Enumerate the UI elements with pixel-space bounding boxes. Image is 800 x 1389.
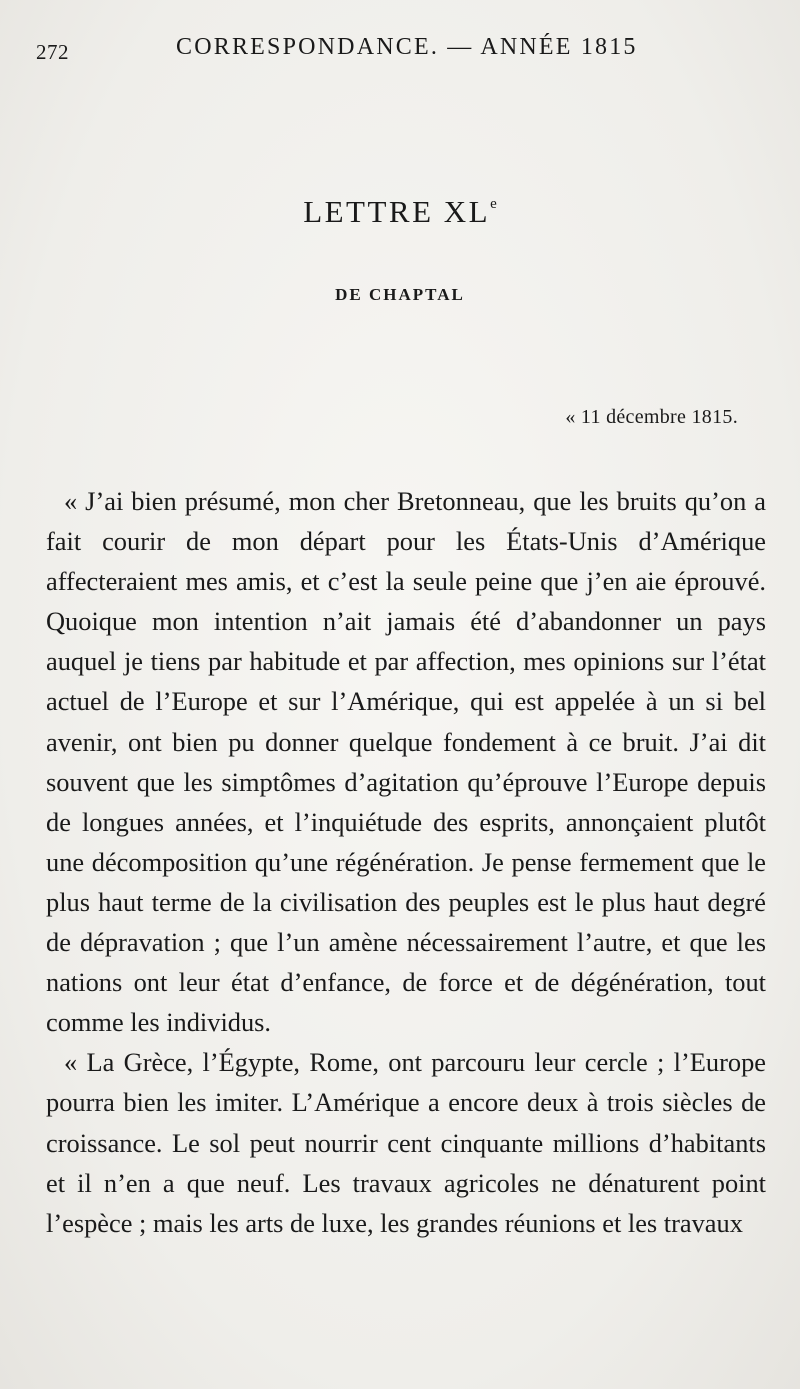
paragraph: « La Grèce, l’Égypte, Rome, ont parcouru leur cercle ; l’Europe pourra bien les imiter. L’Amérique a encore deux à trois siècles de croissance. Le sol peut nourrir cent cinquante millions d’habitants et il n’en a que neuf. Les travaux agricoles ne dénaturent point l’espèce ; mais les arts de luxe, les grandes réunions et les travaux bbox=[46, 1047, 766, 1238]
letter-title bbox=[0, 194, 800, 230]
letter-author: DE CHAPTAL bbox=[335, 285, 465, 304]
letter-title-superscript: e bbox=[490, 196, 497, 212]
page-number: 272 bbox=[36, 40, 69, 64]
paragraph: « J’ai bien présumé, mon cher Bretonneau, que les bruits qu’on a fait courir de mon départ pour les États-Unis d’Amérique affecteraient mes amis, et c’est la seule peine que j’en aie éprouvé. Quoique mon intention n’ait jamais été d’abandonner un pays auquel je tiens par habitude et par affection, mes opinions sur l’état actuel de l’Europe et sur l’Amérique, qui est appelée à un si bel avenir, ont bien pu donner quelque fondement à ce bruit. J’ai dit souvent que les simptômes d’agitation qu’éprouve l’Europe depuis de longues années, et l’inquiétude des esprits, annonçaient plutôt une décomposition qu’une régénération. Je pense fermement que le plus haut terme de la civilisation des peuples est le plus haut degré de dépravation ; que l’un amène nécessairement l’autre, et que les nations ont leur état d’enfance, de force et de dégénération, tout comme les individus. bbox=[46, 486, 766, 1038]
letter-body bbox=[46, 481, 766, 1243]
letter-title-text: LETTRE XL bbox=[303, 194, 491, 229]
running-title: CORRESPONDANCE. — ANNÉE 1815 bbox=[176, 34, 638, 60]
running-header bbox=[36, 30, 776, 70]
letter-date: « 11 décembre 1815. bbox=[565, 406, 738, 428]
